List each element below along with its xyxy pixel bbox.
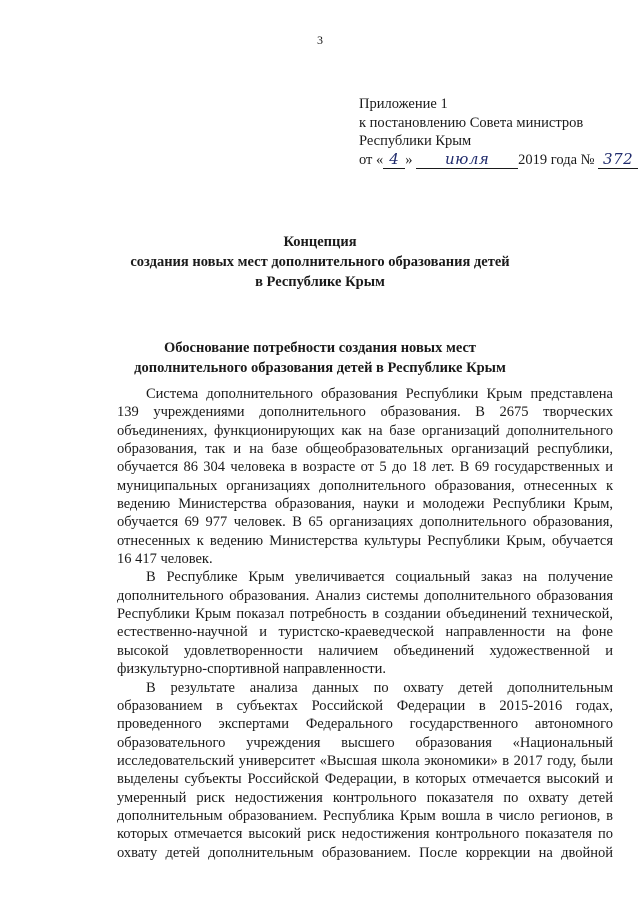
title-line-1: Концепция	[283, 234, 357, 250]
month-field	[416, 151, 518, 169]
handwritten-month: июля	[444, 149, 490, 168]
appendix-decree-line: к постановлению Совета министров	[359, 114, 584, 131]
page-number: 3	[317, 33, 323, 47]
appendix-republic-line: Республики Крым	[359, 133, 472, 149]
handwritten-number: 372	[603, 149, 634, 168]
appendix-date-line	[359, 149, 634, 170]
title-line-2: создания новых мест дополнительного образования детей	[130, 254, 510, 270]
body-text	[117, 385, 613, 862]
section-heading	[0, 338, 640, 378]
paragraph: В Республике Крым увеличивается социальный заказ на получение дополнительного образования. Анализ системы дополнительного образования Республики Крым показал потребность в создании объединений технической, естественно-научной и туристско-краеведческой направленности на фоне высокой удовлетворенности наличием объединений художественной и физкультурно-спортивной направленности.	[117, 569, 613, 678]
section-heading-line-1: Обоснование потребности создания новых мест	[163, 340, 477, 356]
paragraph: В результате анализа данных по охвату детей дополнительным образованием в субъектах Российской Федерации в 2015-2016 годах, проведенного экспертами Федерального государственного автономного образовательного учреждения высшего образования «Национальный исследовательский университет «Высшая школа экономики» в 2017 году, были выделены субъекты Российской Федерации, в которых отмечается высокий и умеренный риск недостижения контрольного показателя по охвату детей дополнительным образованием. Республика Крым вошла в число регионов, в которых отмечается высокий риск недостижения контрольного показателя по охвату детей дополнительным образованием. После коррекции на двойной	[117, 679, 613, 861]
handwritten-day: 4	[389, 149, 400, 168]
appendix-title: Приложение 1	[359, 96, 448, 112]
paragraph: Система дополнительного образования Республики Крым представлена 139 учреждениями дополнительного образования. В 2675 творческих объединениях, функционирующих как на базе организаций дополнительного образования, так и на базе общеобразовательных организаций республики, обучается 86 304 человека в возрасте от 5 до 18 лет. В 69 государственных и муниципальных организациях дополнительного образования, отнесенных к ведению Министерства образования, науки и молодежи Республики Крым, обучается 69 977 человек. В 65 организациях дополнительного образования, отнесенных к ведению Министерства культуры Республики Крым, обучается 16 417 человек.	[117, 386, 613, 568]
day-field	[383, 151, 405, 169]
appendix-block	[359, 95, 634, 169]
date-prefix: от «	[359, 151, 384, 168]
date-mid: »	[405, 151, 413, 168]
year-text: 2019 года №	[518, 151, 595, 168]
title-line-3: в Республике Крым	[255, 274, 385, 290]
document-title	[0, 232, 640, 292]
number-field	[598, 151, 638, 169]
section-heading-line-2: дополнительного образования детей в Республике Крым	[134, 360, 506, 376]
